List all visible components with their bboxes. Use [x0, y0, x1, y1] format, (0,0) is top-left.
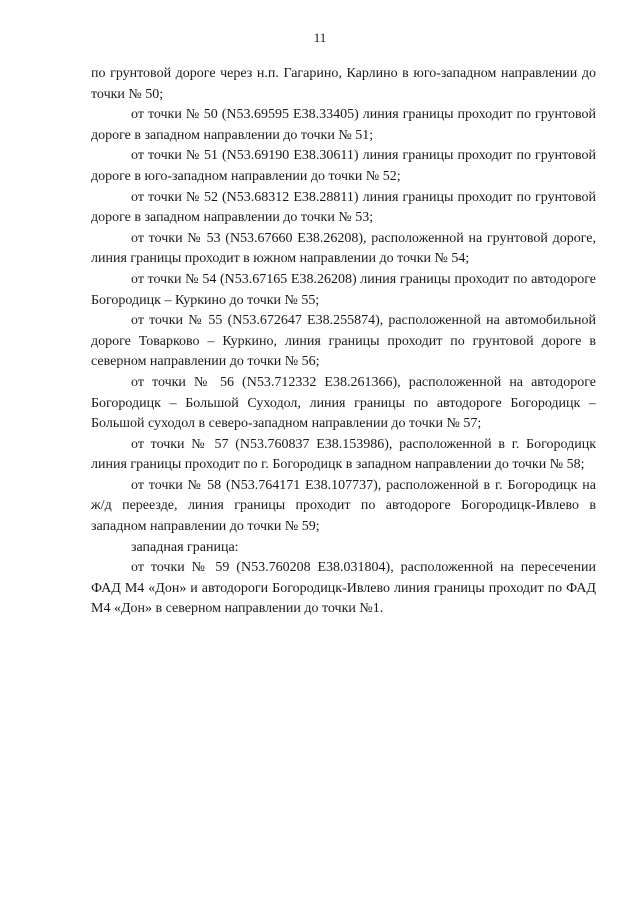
paragraph: от точки № 57 (N53.760837 E38.153986), расположенной в г. Богородицк линия границы проходит по г. Богородицк в западном направлении до точки № 58;: [91, 436, 596, 473]
paragraph: от точки № 56 (N53.712332 E38.261366), расположенной на автодороге Богородицк – Большой Суходол, линия границы по автодороге Богородицк – Большой суходол в северо-западном направлении до точки № 57;: [91, 374, 596, 432]
page-number: 11: [313, 30, 327, 45]
paragraph: от точки № 53 (N53.67660 E38.26208), расположенной на грунтовой дороге, линия границы проходит в южном направлении до точки № 54;: [91, 230, 596, 267]
paragraph: от точки № 50 (N53.69595 E38.33405) линия границы проходит по грунтовой дороге в западном направлении до точки № 51;: [91, 107, 596, 143]
paragraph: от точки № 59 (N53.760208 E38.031804), расположенной на пересечении ФАД М4 «Дон» и автодороги Богородицк-Ивлево линия границы проходит по ФАД М4 «Дон» в северном направлении до точки №1.: [91, 560, 596, 617]
paragraph: от точки № 51 (N53.69190 E38.30611) линия границы проходит по грунтовой дороге в юго-западном направлении до точки № 52;: [91, 148, 596, 184]
paragraph: от точки № 58 (N53.764171 E38.107737), расположенной в г. Богородицк на ж/д переезде, линия границы проходит по автодороге Богородицк-Ивлево в западном направлении до точки № 59;: [91, 477, 596, 535]
paragraph: от точки № 54 (N53.67165 E38.26208) линия границы проходит по автодороге Богородицк – Куркино до точки № 55;: [91, 271, 596, 308]
section-heading: западная граница:: [131, 539, 239, 555]
paragraph: по грунтовой дороге через н.п. Гагарино, Карлино в юго-западном направлении до точки № 50;: [91, 66, 596, 102]
paragraph: от точки № 55 (N53.672647 E38.255874), расположенной на автомобильной дороге Товарково – Куркино, линия границы проходит по грунтовой дороге в северном направлении до точки № 56;: [91, 313, 596, 370]
document-body: [91, 64, 596, 620]
paragraph: от точки № 52 (N53.68312 E38.28811) линия границы проходит по грунтовой дороге в западном направлении до точки № 53;: [91, 189, 596, 226]
